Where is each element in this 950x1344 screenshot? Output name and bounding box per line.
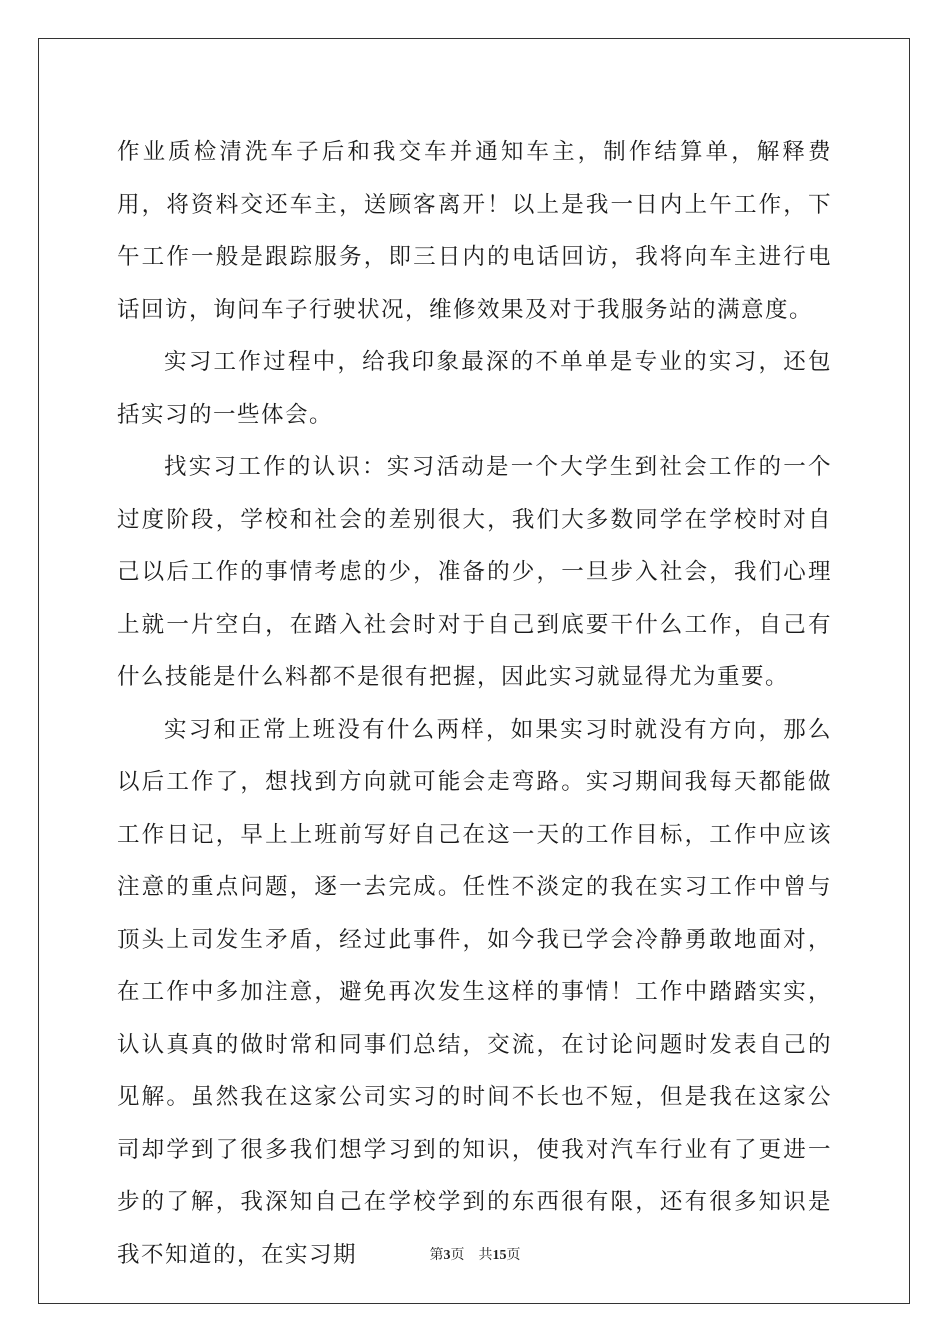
- total-prefix: 共: [478, 1248, 493, 1263]
- paragraph-4: 实习和正常上班没有什么两样，如果实习时就没有方向，那么以后工作了，想找到方向就可能会走弯路。实习期间我每天都能做工作日记，早上上班前写好自己在这一天的工作目标，工作中应该注意的重点问题，逐一去完成。任性不淡定的我在实习工作中曾与顶头上司发生矛盾，经过此事件，如今我已学会冷静勇敢地面对，在工作中多加注意，避免再次发生这样的事情！工作中踏踏实实，认认真真的做时常和同事们总结，交流，在讨论问题时发表自己的见解。虽然我在这家公司实习的时间不长也不短，但是我在这家公司却学到了很多我们想学习到的知识，使我对汽车行业有了更进一步的了解，我深知自己在学校学到的东西很有限，还有很多知识是我不知道的，在实习期: [117, 716, 832, 1268]
- total-pages: 15: [492, 1248, 507, 1263]
- page-number: 3: [443, 1248, 451, 1263]
- paragraph-3: 找实习工作的认识：实习活动是一个大学生到社会工作的一个过度阶段，学校和社会的差别很大，我们大多数同学在学校时对自己以后工作的事情考虑的少，准备的少，一旦步入社会，我们心理上就一片空白，在踏入社会时对于自己到底要干什么工作，自己有什么技能是什么料都不是很有把握，因此实习就显得尤为重要。: [117, 454, 832, 690]
- page-prefix: 第: [429, 1248, 444, 1263]
- page-footer: [0, 1246, 950, 1266]
- document-body: [117, 126, 832, 1281]
- total-suffix: 页: [506, 1248, 521, 1263]
- page-suffix: 页: [450, 1248, 465, 1263]
- paragraph-1: 作业质检清洗车子后和我交车并通知车主，制作结算单，解释费用，将资料交还车主，送顾客离开！以上是我一日内上午工作，下午工作一般是跟踪服务，即三日内的电话回访，我将向车主进行电话回访，询问车子行驶状况，维修效果及对于我服务站的满意度。: [117, 139, 832, 323]
- paragraph-2: 实习工作过程中，给我印象最深的不单单是专业的实习，还包括实习的一些体会。: [117, 349, 832, 428]
